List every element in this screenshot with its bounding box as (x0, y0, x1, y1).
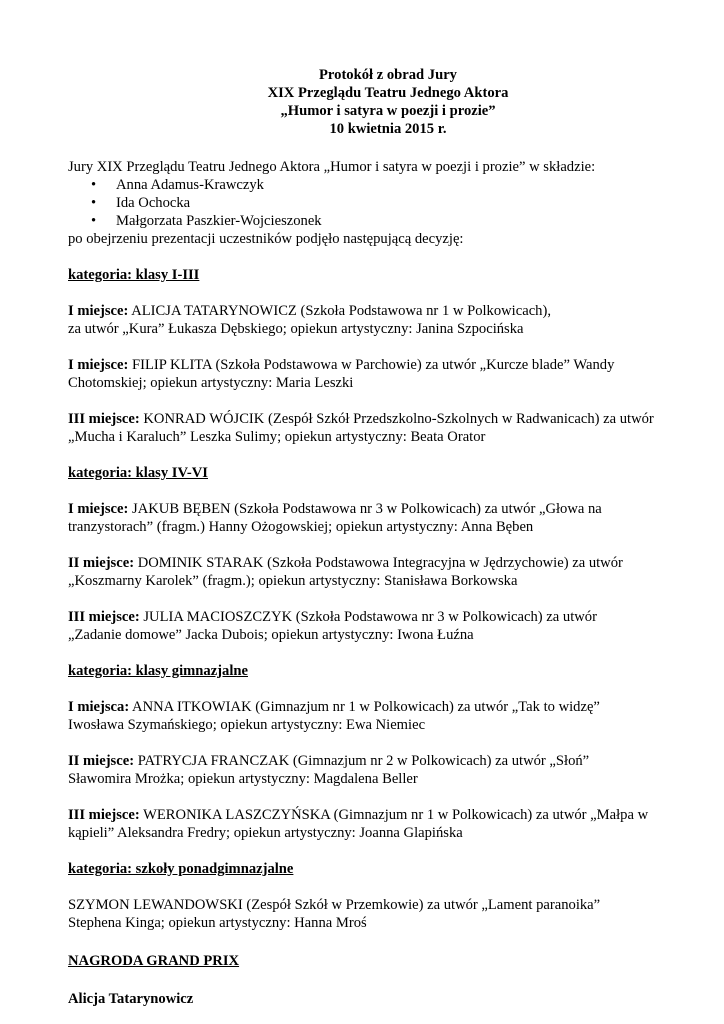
jury-member (68, 176, 668, 194)
award-entry (68, 806, 668, 842)
award-line1: ALICJA TATARYNOWICZ (Szkoła Podstawowa nr 1 w Polkowicach), (128, 303, 551, 319)
award-line1: FILIP KLITA (Szkoła Podstawowa w Parchowie) za utwór „Kurcze blade” Wandy (128, 357, 615, 373)
grand-prix-heading: NAGRODA GRAND PRIX (68, 953, 240, 969)
document-page (68, 66, 668, 1008)
award-line2: tranzystorach” (fragm.) Hanny Ożogowskiej; opiekun artystyczny: Anna Bęben (68, 519, 534, 535)
header-date: 10 kwietnia 2015 r. (329, 121, 447, 137)
award-line1: SZYMON LEWANDOWSKI (Zespół Szkół w Przemkowie) za utwór „Lament paranoika” (68, 897, 601, 913)
jury-member-name: Anna Adamus-Krawczyk (116, 177, 264, 193)
award-entry (68, 608, 668, 644)
award-line2: za utwór „Kura” Łukasza Dębskiego; opiekun artystyczny: Janina Szpocińska (68, 321, 524, 337)
jury-intro (68, 158, 668, 248)
bullet-icon: • (91, 177, 97, 193)
award-entry (68, 410, 668, 446)
award-line1: PATRYCJA FRANCZAK (Gimnazjum nr 2 w Polkowicach) za utwór „Słoń” (134, 753, 590, 769)
bullet-icon: • (91, 213, 97, 229)
award-entry (68, 698, 668, 734)
award-entry (68, 302, 668, 338)
award-place: III miejsce: (68, 411, 140, 427)
award-line1: ANNA ITKOWIAK (Gimnazjum nr 1 w Polkowicach) za utwór „Tak to widzę” (129, 699, 600, 715)
category-heading: kategoria: szkoły ponadgimnazjalne (68, 861, 294, 877)
award-line1: JAKUB BĘBEN (Szkoła Podstawowa nr 3 w Polkowicach) za utwór „Głowa na (128, 501, 602, 517)
award-line1: DOMINIK STARAK (Szkoła Podstawowa Integracyjna w Jędrzychowie) za utwór (134, 555, 623, 571)
award-line2: Iwosława Szymańskiego; opiekun artystyczny: Ewa Niemiec (68, 717, 426, 733)
award-place: III miejsce: (68, 807, 140, 823)
header-title: Protokół z obrad Jury (319, 67, 457, 83)
award-entry (68, 500, 668, 536)
award-line2: Sławomira Mrożka; opiekun artystyczny: Magdalena Beller (68, 771, 418, 787)
award-line2: „Mucha i Karaluch” Leszka Sulimy; opiekun artystyczny: Beata Orator (68, 429, 486, 445)
award-place: I miejsce: (68, 357, 129, 373)
award-line2: „Zadanie domowe” Jacka Dubois; opiekun artystyczny: Iwona Łuźna (68, 627, 474, 643)
award-line2: Chotomskiej; opiekun artystyczny: Maria Leszki (68, 375, 354, 391)
category-heading: kategoria: klasy IV-VI (68, 465, 208, 481)
bullet-icon: • (91, 195, 97, 211)
jury-member-name: Małgorzata Paszkier-Wojcieszonek (116, 213, 322, 229)
award-line1: WERONIKA LASZCZYŃSKA (Gimnazjum nr 1 w Polkowicach) za utwór „Małpa w (139, 807, 649, 823)
intro-decision: po obejrzeniu prezentacji uczestników podjęło następującą decyzję: (68, 231, 464, 247)
category-heading: kategoria: klasy gimnazjalne (68, 663, 248, 679)
jury-member (68, 212, 668, 230)
document-header (108, 66, 668, 138)
award-entry (68, 752, 668, 788)
category-heading: kategoria: klasy I-III (68, 267, 200, 283)
jury-members-list (68, 176, 668, 230)
award-place: I miejsce: (68, 501, 129, 517)
grand-prix-winner: Alicja Tatarynowicz (68, 991, 194, 1007)
award-line2: kąpieli” Aleksandra Fredry; opiekun artystyczny: Joanna Glapińska (68, 825, 463, 841)
award-entry (68, 554, 668, 590)
jury-member (68, 194, 668, 212)
award-place: II miejsce: (68, 753, 135, 769)
award-entry (68, 896, 668, 932)
award-line2: „Koszmarny Karolek” (fragm.); opiekun artystyczny: Stanisława Borkowska (68, 573, 518, 589)
award-place: III miejsce: (68, 609, 140, 625)
intro-text: Jury XIX Przeglądu Teatru Jednego Aktora „Humor i satyra w poezji i prozie” w składzie: (68, 159, 596, 175)
award-entry (68, 356, 668, 392)
award-line1: JULIA MACIOSZCZYK (Szkoła Podstawowa nr 3 w Polkowicach) za utwór (139, 609, 597, 625)
award-place: I miejsce: (68, 303, 129, 319)
header-theme: „Humor i satyra w poezji i prozie” (280, 103, 496, 119)
award-place: II miejsce: (68, 555, 135, 571)
header-event: XIX Przeglądu Teatru Jednego Aktora (267, 85, 509, 101)
jury-member-name: Ida Ochocka (116, 195, 191, 211)
award-line1: KONRAD WÓJCIK (Zespół Szkół Przedszkolno-Szkolnych w Radwanicach) za utwór (139, 411, 654, 427)
award-place: I miejsca: (68, 699, 130, 715)
award-line2: Stephena Kinga; opiekun artystyczny: Hanna Mroś (68, 915, 367, 931)
